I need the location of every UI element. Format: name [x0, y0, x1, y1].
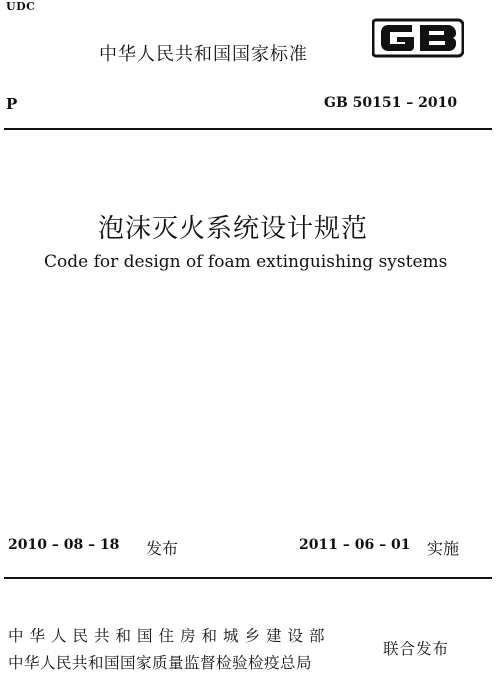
- chinese-title: 泡沫灭火系统设计规范: [98, 214, 369, 244]
- top-rule-divider: [4, 128, 492, 130]
- implementation-date: 2011 – 06 – 01: [299, 537, 411, 553]
- bottom-rule-divider: [4, 577, 492, 579]
- issuer-line-2: 中华人民共和国国家质量监督检验检疫总局: [8, 654, 313, 672]
- gb-logo-icon: [372, 14, 464, 62]
- joint-issue-label: 联合发布: [383, 640, 450, 658]
- classification-code: P: [6, 95, 18, 113]
- implementation-label: 实施: [427, 539, 460, 558]
- issue-date: 2010 – 08 – 18: [8, 537, 120, 553]
- english-title: Code for design of foam extinguishing systems: [44, 252, 448, 272]
- issue-label: 发布: [146, 539, 179, 558]
- standard-number: GB 50151 – 2010: [324, 95, 458, 111]
- issuer-line-1: 中华人民共和国住房和城乡建设部: [8, 627, 331, 645]
- udc-label: UDC: [6, 0, 36, 13]
- standard-type-title: 中华人民共和国国家标准: [99, 44, 308, 65]
